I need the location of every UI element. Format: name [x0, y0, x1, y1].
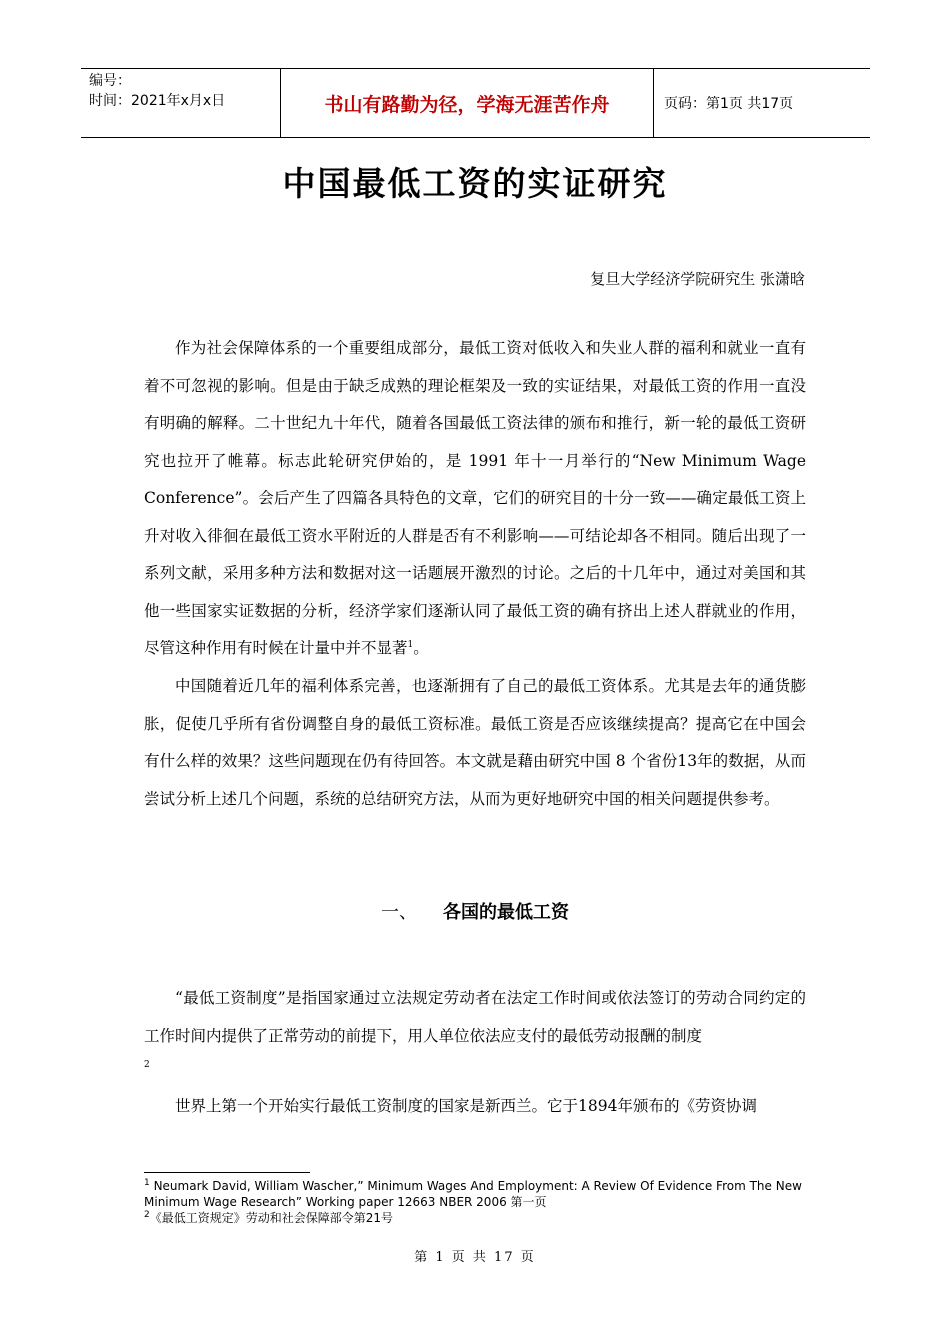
- footnote-1-text: Neumark David, William Wascher,” Minimum Wages And Employment: A Review Of Evidence From The New Minimum Wage Research” Working paper 12663 NBER 2006 第一页: [144, 1179, 802, 1209]
- footnote-ref-2[interactable]: 2: [144, 1060, 150, 1070]
- footnote-ref-1[interactable]: 1: [407, 639, 414, 650]
- author-line: 复旦大学经济学院研究生 张潇晗: [590, 270, 805, 288]
- paragraph-3-text: “最低工资制度”是指国家通过立法规定劳动者在法定工作时间或依法签订的劳动合同约定的工作时间内提供了正常劳动的前提下，用人单位依法应支付的最低劳动报酬的制度: [144, 989, 806, 1045]
- header-meta: [81, 69, 281, 137]
- section-title: 各国的最低工资: [443, 902, 569, 923]
- header-motto: 书山有路勤为径，学海无涯苦作舟: [281, 69, 654, 137]
- footnote-2-mark: 2: [144, 1210, 150, 1220]
- footnotes: [144, 1178, 814, 1226]
- footnote-1-mark: 1: [144, 1178, 150, 1188]
- footnote-2-text: 《最低工资规定》劳动和社会保障部令第21号: [149, 1211, 394, 1225]
- paragraph-1: [144, 330, 806, 668]
- paragraph-1-text: 作为社会保障体系的一个重要组成部分，最低工资对低收入和失业人群的福利和就业一直有着不可忽视的影响。但是由于缺乏成熟的理论框架及一致的实证结果，对最低工资的作用一直没有明确的解释。二十世纪九十年代，随着各国最低工资法律的颁布和推行，新一轮的最低工资研究也拉开了帷幕。标志此轮研究伊始的，是 1991 年十一月举行的“New Minimum Wage Conference”。会后产生了四篇各具特色的文章，它们的研究目的十分一致——确定最低工资上升对收入徘徊在最低工资水平附近的人群是否有不利影响——可结论却各不相同。随后出现了一系列文献，采用多种方法和数据对这一话题展开激烈的讨论。之后的十几年中，通过对美国和其他一些国家实证数据的分析，经济学家们逐渐认同了最低工资的确有挤出上述人群就业的作用，尽管这种作用有时候在计量中并不显著: [144, 339, 806, 657]
- document-number-label: 编号：: [89, 73, 131, 89]
- page-footer: 第 1 页 共 17 页: [414, 1250, 536, 1265]
- paragraph-4: [144, 1088, 806, 1126]
- document-date: 时间：2021年x月x日: [89, 93, 226, 109]
- section-heading: [0, 898, 950, 924]
- document-title: 中国最低工资的实证研究: [282, 164, 668, 203]
- paragraph-4-text: 世界上第一个开始实行最低工资制度的国家是新西兰。它于1894年颁布的《劳资协调: [175, 1097, 757, 1115]
- paragraph-2: [144, 668, 806, 818]
- header-page-info: 页码：第1页 共17页: [664, 96, 794, 112]
- footnote-divider: [144, 1172, 310, 1173]
- paragraph-2-text: 中国随着近几年的福利体系完善，也逐渐拥有了自己的最低工资体系。尤其是去年的通货膨胀，促使几乎所有省份调整自身的最低工资标准。最低工资是否应该继续提高？提高它在中国会有什么样的效果？这些问题现在仍有待回答。本文就是藉由研究中国 8 个省份13年的数据，从而尝试分析上述几个问题，系统的总结研究方法，从而为更好地研究中国的相关问题提供参考。: [144, 677, 806, 808]
- section-number: 一、: [381, 902, 417, 923]
- paragraph-1-end: 。: [413, 639, 429, 657]
- document-header: [81, 68, 870, 138]
- paragraph-3: [144, 980, 806, 1055]
- footnote-2: [144, 1210, 814, 1226]
- footnote-1: [144, 1178, 814, 1210]
